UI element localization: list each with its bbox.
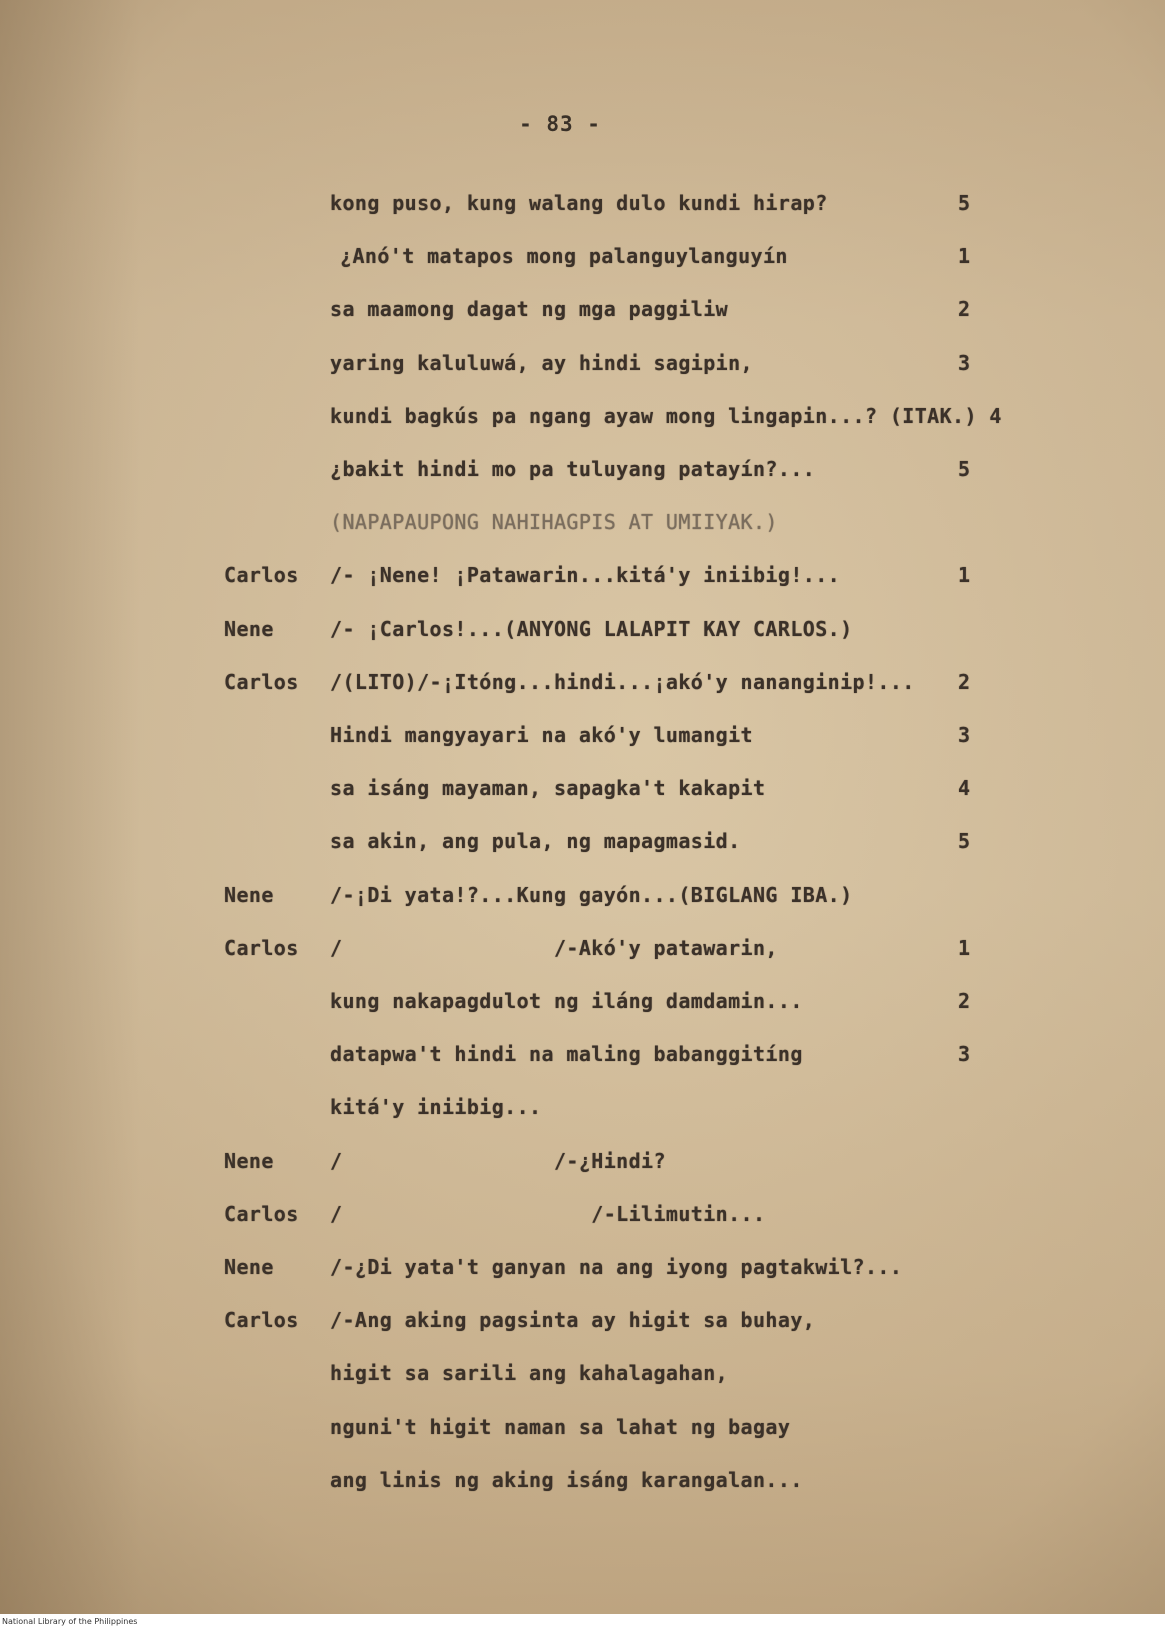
dialogue-text: kundi bagkús pa ngang ayaw mong lingapin...? (ITAK.) 4	[330, 404, 1002, 428]
line-number: 2	[958, 297, 971, 321]
speaker-name: Carlos	[224, 1308, 299, 1332]
speaker-name: Carlos	[224, 1202, 299, 1226]
line-number: 2	[958, 989, 971, 1013]
dialogue-text: /(LITO)/-¡Itóng...hindi...¡akó'y nananginip!...	[330, 670, 915, 694]
line-number: 3	[958, 351, 971, 375]
footer-strip	[0, 1614, 1165, 1628]
dialogue-text: /-¡Di yata!?...Kung gayón...(BIGLANG IBA.)	[330, 883, 853, 907]
speaker-name: Nene	[224, 1149, 274, 1173]
dialogue-text: sa isáng mayaman, sapagka't kakapit	[330, 776, 766, 800]
line-number: 3	[958, 723, 971, 747]
line-number: 5	[958, 191, 971, 215]
dialogue-text: kitá'y iniibig...	[330, 1095, 542, 1119]
speaker-name: Carlos	[224, 563, 299, 587]
dialogue-text: /-Ang aking pagsinta ay higit sa buhay,	[330, 1308, 816, 1332]
line-number: 4	[958, 776, 971, 800]
speaker-name: Carlos	[224, 670, 299, 694]
line-number: 1	[958, 936, 971, 960]
line-number: 5	[958, 457, 971, 481]
line-number: 1	[958, 563, 971, 587]
speaker-name: Carlos	[224, 936, 299, 960]
stage-direction: (NAPAPAUPONG NAHIHAGPIS AT UMIIYAK.)	[330, 510, 778, 534]
dialogue-text: sa akin, ang pula, ng mapagmasid.	[330, 829, 741, 853]
dialogue-text: ¿Anó't matapos mong palanguylanguyín	[340, 244, 788, 268]
dialogue-text: /-¿Di yata't ganyan na ang iyong pagtakwil?...	[330, 1255, 903, 1279]
line-number: 1	[958, 244, 971, 268]
speaker-name: Nene	[224, 1255, 274, 1279]
dialogue-text: nguni't higit naman sa lahat ng bagay	[330, 1415, 791, 1439]
dialogue-text: higit sa sarili ang kahalagahan,	[330, 1361, 729, 1385]
footer-credit: National Library of the Philippines	[2, 1617, 138, 1626]
dialogue-text: / /-¿Hindi?	[330, 1149, 666, 1173]
dialogue-text: yaring kaluluwá, ay hindi sagipin,	[330, 351, 753, 375]
dialogue-text: kong puso, kung walang dulo kundi hirap?	[330, 191, 828, 215]
dialogue-text: / /-Akó'y patawarin,	[330, 936, 778, 960]
dialogue-text: /- ¡Carlos!...(ANYONG LALAPIT KAY CARLOS.)	[330, 617, 853, 641]
line-number: 2	[958, 670, 971, 694]
dialogue-text: kung nakapagdulot ng iláng damdamin...	[330, 989, 803, 1013]
dialogue-text: sa maamong dagat ng mga paggiliw	[330, 297, 729, 321]
speaker-name: Nene	[224, 883, 274, 907]
dialogue-text: Hindi mangyayari na akó'y lumangit	[330, 723, 753, 747]
dialogue-text: datapwa't hindi na maling babanggitíng	[330, 1042, 803, 1066]
dialogue-text: ang linis ng aking isáng karangalan...	[330, 1468, 803, 1492]
dialogue-text: /- ¡Nene! ¡Patawarin...kitá'y iniibig!...	[330, 563, 841, 587]
dialogue-text: ¿bakit hindi mo pa tuluyang patayín?...	[330, 457, 816, 481]
line-number: 5	[958, 829, 971, 853]
speaker-name: Nene	[224, 617, 274, 641]
dialogue-text: / /-Lilimutin...	[330, 1202, 766, 1226]
page-number: - 83 -	[519, 112, 601, 136]
line-number: 3	[958, 1042, 971, 1066]
